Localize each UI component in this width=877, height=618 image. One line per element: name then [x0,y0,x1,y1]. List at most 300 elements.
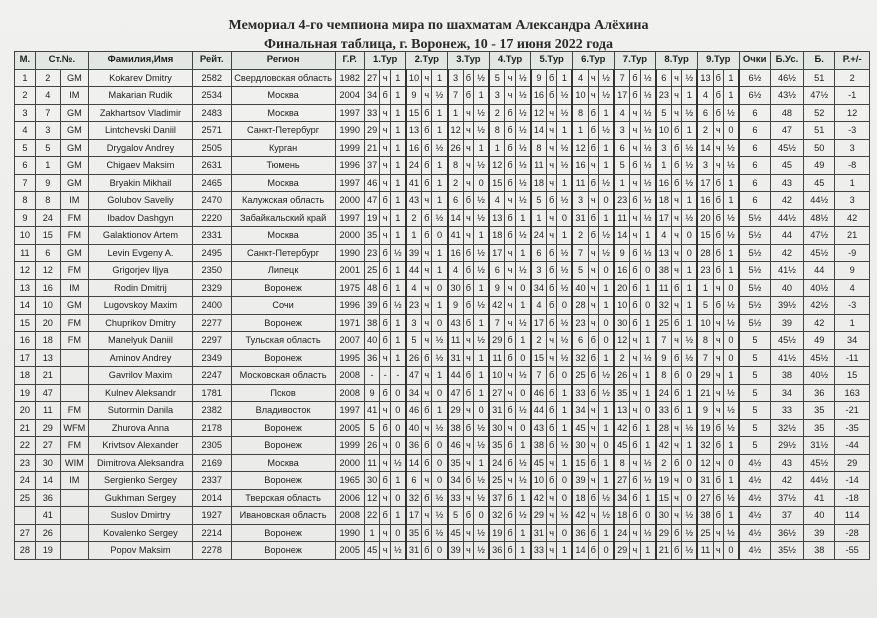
start-number-cell: 3 [35,122,60,140]
round-result-cell: ½ [640,87,656,105]
points-cell: 5 [739,384,770,402]
round-opponent-cell: 36 [406,437,422,455]
round-opponent-cell: 9 [531,69,547,87]
round-opponent-cell: 33 [656,402,672,420]
region-cell: Забайкальский край [231,209,335,227]
buchholz-cut-cell: 37½ [770,489,803,507]
round-result-cell: ½ [723,524,739,542]
region-cell: Москва [231,174,335,192]
round-opponent-cell: 7 [489,314,505,332]
rating-cell: 2505 [193,139,232,157]
round-opponent-cell: 21 [364,139,380,157]
round-opponent-cell: 41 [406,174,422,192]
rating-change-cell: 34 [835,332,870,350]
round-result-cell: ½ [640,69,656,87]
round-color-cell: б [713,69,723,87]
round-opponent-cell: 10 [489,367,505,385]
round-result-cell: 0 [682,244,698,262]
round-opponent-cell: 13 [489,209,505,227]
round-color-cell: - [380,367,390,385]
place-cell: 3 [15,104,36,122]
round-opponent-cell: 5 [614,157,630,175]
birth-year-cell: 1982 [335,69,364,87]
round-color-cell: ч [505,244,515,262]
round-result-cell: 1 [390,104,406,122]
round-color-cell: ч [505,279,515,297]
round-result-cell: ½ [474,244,490,262]
round-opponent-cell: 25 [697,524,713,542]
round-color-cell: б [505,524,515,542]
points-cell: 5½ [739,297,770,315]
round-result-cell: 1 [640,314,656,332]
round-result-cell: 0 [599,332,615,350]
round-opponent-cell: 8 [448,157,464,175]
round-result-cell: ½ [474,524,490,542]
round-result-cell: ½ [515,104,531,122]
round-color-cell: ч [588,69,598,87]
round-color-cell: б [505,174,515,192]
rating-change-cell: 1 [835,174,870,192]
player-name-cell: Gukhman Sergey [88,489,192,507]
title-cell [60,489,88,507]
rating-change-cell: -28 [835,524,870,542]
round-result-cell: 1 [390,279,406,297]
round-opponent-cell: 10 [531,472,547,490]
round-opponent-cell: 21 [656,542,672,560]
round-result-cell: ½ [432,419,448,437]
round-opponent-cell: 47 [364,192,380,210]
round-color-cell: ч [546,122,556,140]
round-result-cell: ½ [474,262,490,280]
round-color-cell: б [505,402,515,420]
round-result-cell: 1 [682,384,698,402]
title-cell: IM [60,192,88,210]
sheet-subtitle: Финальная таблица, г. Воронеж, 10 - 17 июня 2022 года [264,37,613,52]
table-row [15,349,870,367]
region-cell: Свердловская область [231,69,335,87]
round-color-cell: б [671,279,681,297]
player-name-cell: Bryakin Mikhail [88,174,192,192]
title-cell: IM [60,472,88,490]
title-cell: FM [60,437,88,455]
round-color-cell: ч [422,419,432,437]
place-cell: 17 [15,349,36,367]
round-opponent-cell: 32 [572,349,588,367]
round-result-cell: ½ [474,157,490,175]
round-result-cell: 1 [682,314,698,332]
table-row [15,279,870,297]
round-opponent-cell: 29 [531,507,547,525]
round-opponent-cell: 13 [614,402,630,420]
round-color-cell: ч [546,227,556,245]
header-buchholz-cut: Б.Ус. [770,52,803,70]
round-opponent-cell: 2 [656,454,672,472]
place-cell: 2 [15,87,36,105]
round-result-cell: 0 [723,279,739,297]
round-opponent-cell: 34 [614,489,630,507]
points-cell: 4½ [739,524,770,542]
region-cell: Москва [231,104,335,122]
round-color-cell: ч [671,472,681,490]
header-row [15,52,870,70]
round-color-cell: б [505,104,515,122]
round-color-cell: ч [422,192,432,210]
place-cell: 18 [15,367,36,385]
round-opponent-cell: 43 [406,192,422,210]
round-color-cell: ч [463,437,473,455]
round-opponent-cell: 7 [448,87,464,105]
round-result-cell: ½ [515,122,531,140]
round-result-cell: ½ [723,402,739,420]
round-color-cell: ч [713,157,723,175]
round-result-cell: 0 [390,489,406,507]
buchholz-cell: 51 [804,122,835,140]
birth-year-cell: 1997 [335,174,364,192]
buchholz-cell: 47½ [804,227,835,245]
round-result-cell: ½ [640,157,656,175]
buchholz-cut-cell: 36½ [770,524,803,542]
points-cell: 6 [739,139,770,157]
round-opponent-cell: 13 [656,244,672,262]
round-opponent-cell: 30 [614,314,630,332]
round-result-cell: 1 [599,139,615,157]
round-result-cell: 1 [432,122,448,140]
round-result-cell: ½ [640,174,656,192]
round-opponent-cell: 24 [489,454,505,472]
round-opponent-cell: 21 [697,384,713,402]
round-opponent-cell: 34 [364,87,380,105]
header-place: М. [15,52,36,70]
round-opponent-cell: 3 [572,192,588,210]
round-opponent-cell: 17 [406,507,422,525]
round-result-cell: 1 [390,314,406,332]
round-result-cell: ½ [515,314,531,332]
player-name-cell: Zakhartsov Vladimir [88,104,192,122]
title-cell: GM [60,69,88,87]
round-result-cell: 1 [682,192,698,210]
round-color-cell: ч [463,227,473,245]
round-opponent-cell: 48 [364,279,380,297]
round-result-cell: ½ [515,227,531,245]
round-result-cell: 1 [515,542,531,560]
place-cell: 14 [15,297,36,315]
round-result-cell: ½ [432,524,448,542]
buchholz-cell: 45½ [804,349,835,367]
points-cell: 6 [739,174,770,192]
buchholz-cut-cell: 42 [770,192,803,210]
round-result-cell: 0 [682,472,698,490]
round-opponent-cell: 18 [531,174,547,192]
round-opponent-cell: 24 [531,227,547,245]
round-color-cell: б [671,367,681,385]
round-result-cell: ½ [474,419,490,437]
round-result-cell: ½ [682,157,698,175]
round-opponent-cell: 5 [697,297,713,315]
round-opponent-cell: 42 [572,507,588,525]
round-result-cell: 1 [390,472,406,490]
start-number-cell: 41 [35,507,60,525]
round-opponent-cell: 29 [448,402,464,420]
round-result-cell: 1 [474,454,490,472]
player-name-cell: Makarian Rudik [88,87,192,105]
round-result-cell: 1 [723,69,739,87]
rating-change-cell: -8 [835,157,870,175]
round-color-cell: б [671,524,681,542]
round-color-cell: б [422,157,432,175]
round-opponent-cell: 37 [489,489,505,507]
place-cell: 28 [15,542,36,560]
round-result-cell: 1 [599,279,615,297]
round-opponent-cell: 24 [614,524,630,542]
round-color-cell: б [463,472,473,490]
round-color-cell: б [713,297,723,315]
round-color-cell: ч [380,157,390,175]
round-result-cell: 1 [557,384,573,402]
round-opponent-cell: 26 [364,437,380,455]
round-opponent-cell: 1 [489,139,505,157]
round-opponent-cell: 30 [489,419,505,437]
round-opponent-cell: 15 [572,454,588,472]
round-opponent-cell: 10 [697,314,713,332]
round-color-cell: ч [380,139,390,157]
table-row [15,332,870,350]
region-cell: Москва [231,87,335,105]
round-color-cell: б [588,489,598,507]
round-opponent-cell: 8 [614,454,630,472]
round-result-cell: 0 [599,542,615,560]
round-result-cell: 0 [557,472,573,490]
points-cell: 5½ [739,227,770,245]
round-result-cell: ½ [474,192,490,210]
rating-cell: 2247 [193,367,232,385]
round-opponent-cell: 14 [531,122,547,140]
birth-year-cell: 1995 [335,349,364,367]
round-color-cell: ч [505,314,515,332]
round-opponent-cell: 16 [531,87,547,105]
rating-change-cell: -3 [835,122,870,140]
round-color-cell: б [713,262,723,280]
player-name-cell: Golubov Saveliy [88,192,192,210]
round-result-cell: 0 [432,314,448,332]
round-color-cell: б [546,69,556,87]
round-opponent-cell: - [364,367,380,385]
round-color-cell: ч [422,367,432,385]
start-number-cell: 4 [35,87,60,105]
birth-year-cell: 2001 [335,262,364,280]
round-opponent-cell: 5 [448,507,464,525]
points-cell: 5½ [739,262,770,280]
table-row [15,87,870,105]
round-result-cell: ½ [682,507,698,525]
standings-body [15,69,870,559]
start-number-cell: 10 [35,297,60,315]
round-color-cell: б [505,542,515,560]
round-result-cell: ½ [515,192,531,210]
round-color-cell: ч [380,437,390,455]
place-cell: 11 [15,244,36,262]
round-opponent-cell: 38 [531,437,547,455]
round-opponent-cell: 12 [448,122,464,140]
round-result-cell: 1 [682,122,698,140]
round-result-cell: 1 [432,262,448,280]
round-result-cell: ½ [557,244,573,262]
table-row [15,419,870,437]
title-cell [60,367,88,385]
round-result-cell: 1 [599,419,615,437]
round-result-cell: 0 [723,454,739,472]
buchholz-cut-cell: 35½ [770,542,803,560]
sheet-title: Мемориал 4-го чемпиона мира по шахматам Александра Алёхина [228,18,649,33]
player-name-cell: Manelyuk Daniil [88,332,192,350]
round-color-cell: б [713,507,723,525]
header-round-8: 8.Тур [656,52,698,70]
place-cell: 7 [15,174,36,192]
region-cell: Ивановская область [231,507,335,525]
round-result-cell: 1 [474,367,490,385]
round-opponent-cell: 38 [656,262,672,280]
round-color-cell: ч [713,524,723,542]
round-result-cell: ½ [557,87,573,105]
round-opponent-cell: 1 [572,122,588,140]
title-cell: FM [60,332,88,350]
round-color-cell: ч [422,87,432,105]
round-result-cell: 1 [557,174,573,192]
round-result-cell: ½ [640,122,656,140]
buchholz-cell: 35 [804,402,835,420]
round-result-cell: ½ [723,314,739,332]
region-cell: Санкт-Петербург [231,244,335,262]
birth-year-cell: 2005 [335,542,364,560]
table-row [15,262,870,280]
round-color-cell: б [380,507,390,525]
round-opponent-cell: 43 [448,314,464,332]
round-color-cell: б [671,314,681,332]
title-cell [60,384,88,402]
round-result-cell: 0 [640,402,656,420]
round-opponent-cell: 31 [448,349,464,367]
round-opponent-cell: 25 [572,367,588,385]
round-result-cell: ½ [640,192,656,210]
round-color-cell: ч [630,402,640,420]
round-color-cell: ч [713,279,723,297]
round-result-cell: ½ [682,524,698,542]
round-result-cell: 1 [723,367,739,385]
round-opponent-cell: 9 [614,244,630,262]
player-name-cell: Drygalov Andrey [88,139,192,157]
rating-change-cell: -14 [835,472,870,490]
round-opponent-cell: 15 [489,174,505,192]
round-result-cell: 1 [390,69,406,87]
points-cell: 5 [739,437,770,455]
round-result-cell: 0 [557,524,573,542]
buchholz-cut-cell: 45½ [770,332,803,350]
round-result-cell: ½ [557,314,573,332]
round-result-cell: 1 [474,279,490,297]
title-cell: GM [60,174,88,192]
round-color-cell: ч [588,87,598,105]
round-color-cell: ч [463,524,473,542]
buchholz-cut-cell: 40 [770,279,803,297]
round-opponent-cell: 6 [656,69,672,87]
round-color-cell: б [422,122,432,140]
round-opponent-cell: 30 [364,472,380,490]
header-start-no: Ст.№. [35,52,88,70]
round-color-cell: б [713,104,723,122]
round-color-cell: б [713,419,723,437]
region-cell: Липецк [231,262,335,280]
round-color-cell: ч [630,524,640,542]
player-name-cell: Gavrilov Maxim [88,367,192,385]
round-result-cell: ½ [723,297,739,315]
round-result-cell: 1 [599,297,615,315]
round-result-cell: 0 [723,542,739,560]
table-row [15,244,870,262]
buchholz-cut-cell: 39 [770,314,803,332]
round-result-cell: 1 [557,542,573,560]
round-result-cell: 1 [432,297,448,315]
round-opponent-cell: 29 [697,367,713,385]
rating-change-cell: 9 [835,262,870,280]
round-color-cell: б [463,87,473,105]
round-opponent-cell: 23 [656,87,672,105]
place-cell: 1 [15,69,36,87]
rating-cell: 2349 [193,349,232,367]
round-opponent-cell: 9 [448,297,464,315]
points-cell: 6 [739,192,770,210]
round-color-cell: б [713,244,723,262]
round-opponent-cell: 41 [364,402,380,420]
header-buchholz: Б. [804,52,835,70]
points-cell: 6 [739,104,770,122]
round-opponent-cell: 14 [614,227,630,245]
round-opponent-cell: 30 [572,437,588,455]
points-cell: 5½ [739,314,770,332]
start-number-cell: 2 [35,69,60,87]
round-opponent-cell: 29 [364,122,380,140]
round-color-cell: ч [588,507,598,525]
rating-cell: 2382 [193,402,232,420]
round-result-cell: ½ [640,209,656,227]
buchholz-cell: 35 [804,419,835,437]
round-color-cell: б [588,542,598,560]
round-result-cell: 0 [390,419,406,437]
player-name-cell: Ibadov Dashgyn [88,209,192,227]
round-opponent-cell: 3 [489,87,505,105]
buchholz-cell: 44½ [804,472,835,490]
buchholz-cell: 44 [804,262,835,280]
round-color-cell: ч [671,192,681,210]
round-result-cell: ½ [390,542,406,560]
rating-cell: 2571 [193,122,232,140]
round-result-cell: 1 [474,349,490,367]
round-result-cell: 1 [557,402,573,420]
round-opponent-cell: 38 [697,507,713,525]
round-color-cell: ч [546,349,556,367]
round-color-cell: б [588,104,598,122]
buchholz-cut-cell: 48 [770,104,803,122]
rating-change-cell: -1 [835,87,870,105]
round-opponent-cell: 2 [489,104,505,122]
round-color-cell: б [463,192,473,210]
round-result-cell: ½ [432,139,448,157]
round-color-cell: б [422,349,432,367]
round-opponent-cell: 43 [531,419,547,437]
player-name-cell: Sutormin Danila [88,402,192,420]
round-result-cell: 0 [390,524,406,542]
round-result-cell: ½ [474,472,490,490]
round-result-cell: 1 [474,139,490,157]
round-color-cell: б [588,174,598,192]
